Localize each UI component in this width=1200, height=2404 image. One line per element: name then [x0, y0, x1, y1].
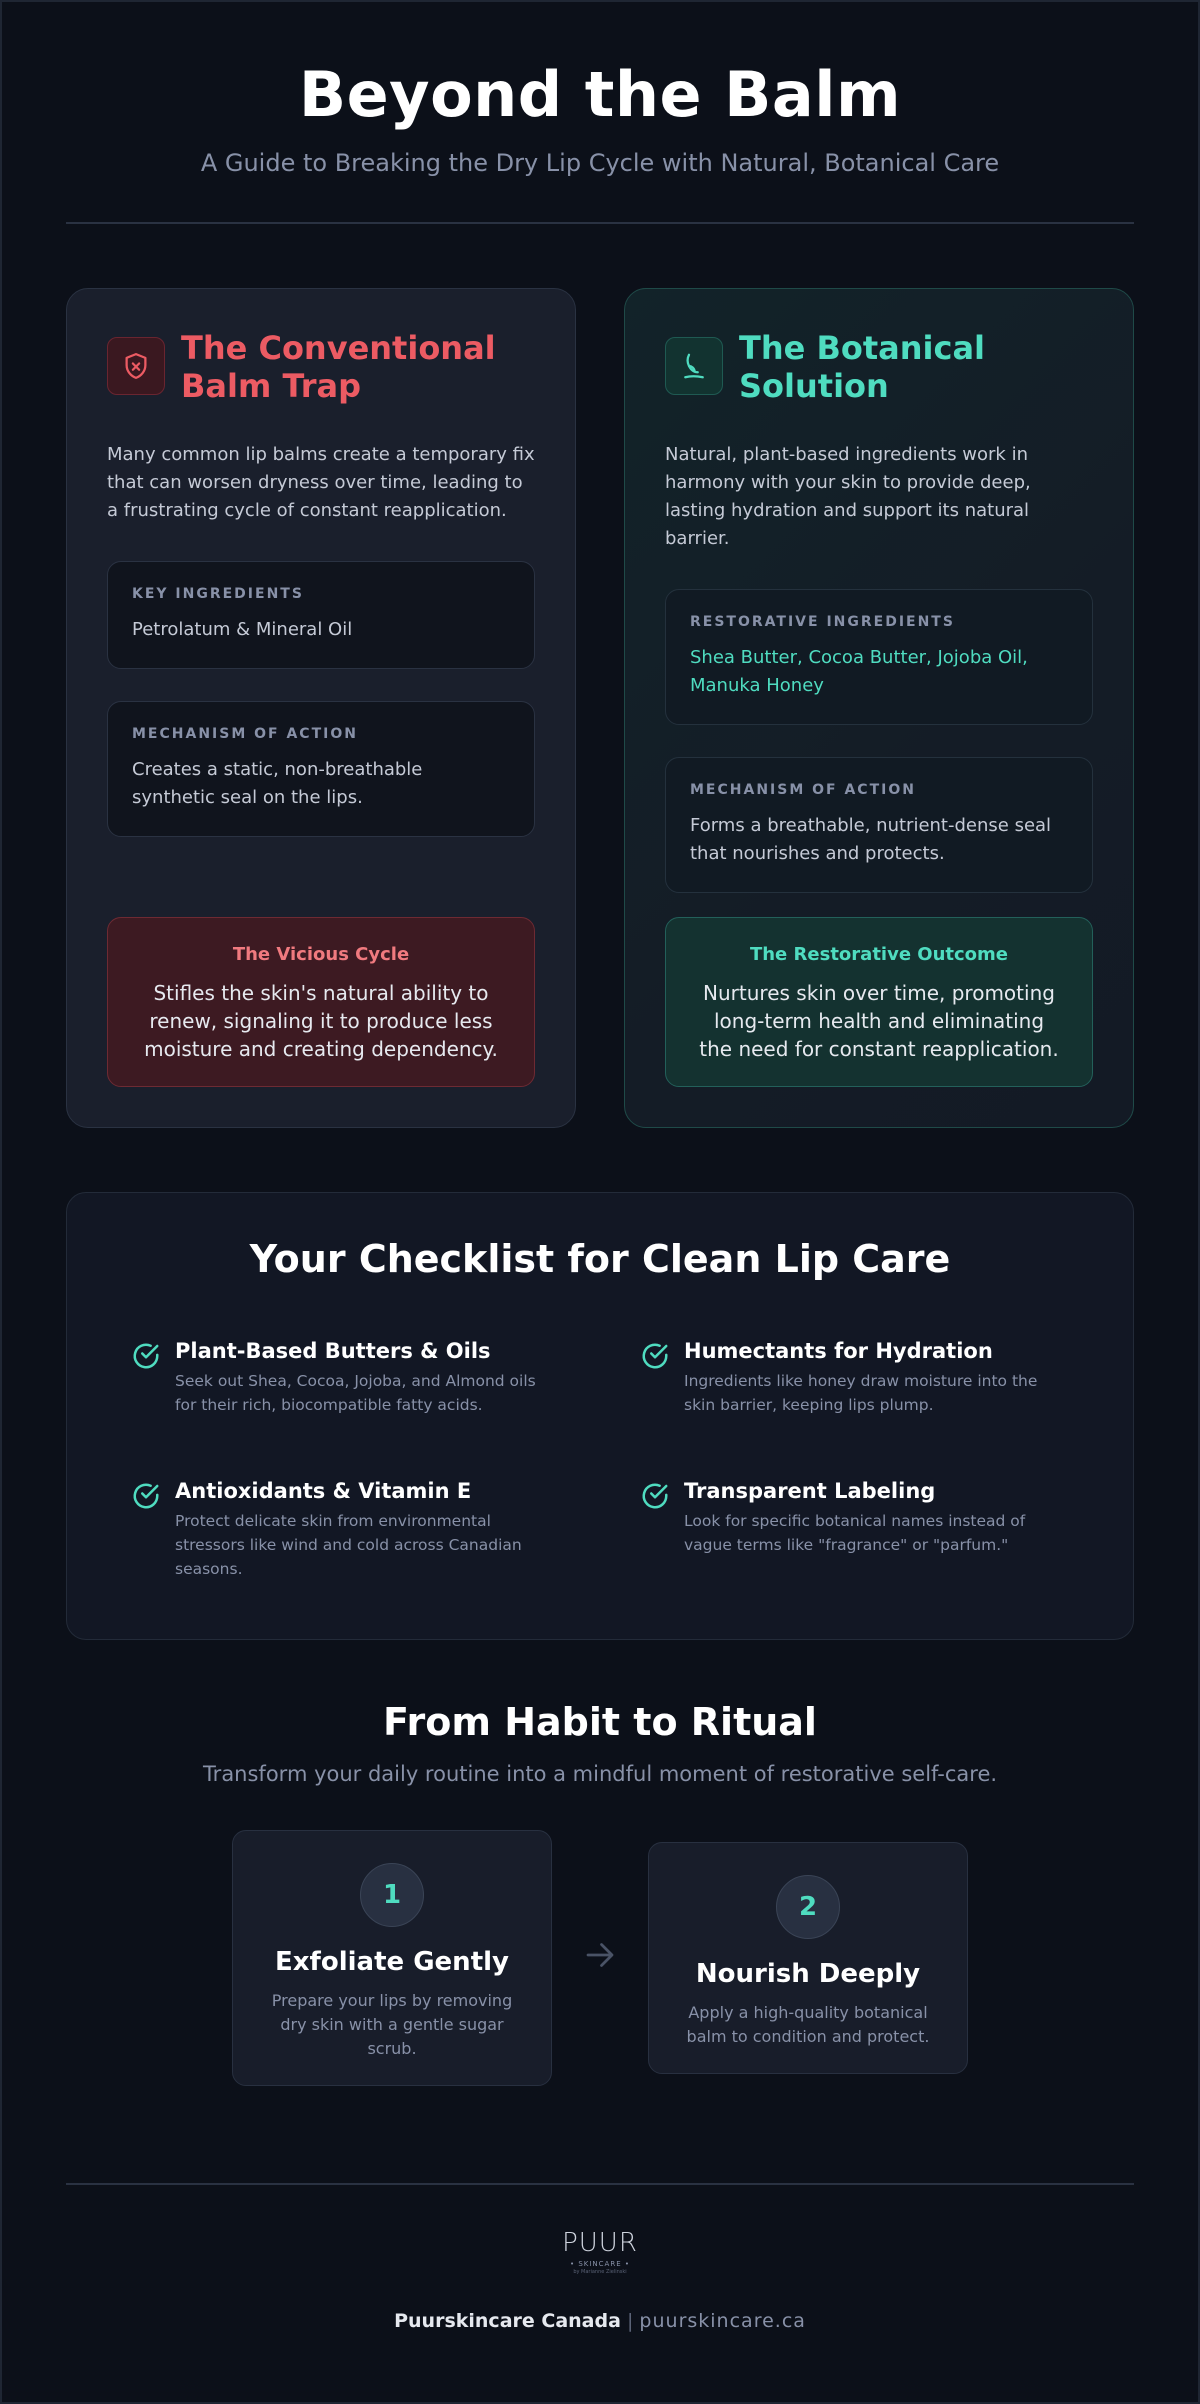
check-circle-icon	[131, 1481, 161, 1511]
checklist-item-desc: Look for specific botanical names instead of vague terms like "fragrance" or "parfum."	[684, 1512, 1026, 1554]
check-circle-icon	[640, 1481, 670, 1511]
botanical-card-description: Natural, plant-based ingredients work in harmony with your skin to provide deep, lasting hydration and support its natural barrier.	[665, 444, 1031, 549]
page-title: Beyond the Balm	[298, 58, 902, 131]
ritual-title: From Habit to Ritual	[383, 1700, 817, 1744]
ingredients-label: KEY INGREDIENTS	[132, 586, 304, 602]
step-card	[648, 1842, 968, 2074]
leaf-icon	[665, 337, 723, 395]
step-title: Exfoliate Gently	[275, 1947, 509, 1977]
botanical-card	[624, 288, 1134, 1128]
page-header	[0, 58, 1200, 177]
conventional-card-description: Many common lip balms create a temporary fix that can worsen dryness over time, leading to a frustrating cycle of constant reapplication.	[107, 444, 535, 521]
ingredients-text: Shea Butter, Cocoa Butter, Jojoba Oil, Manuka Honey	[690, 647, 1028, 696]
check-circle-icon	[131, 1341, 161, 1371]
checklist-title: Your Checklist for Clean Lip Care	[249, 1237, 951, 1281]
conventional-ingredients-box	[107, 561, 535, 669]
footer	[0, 2310, 1200, 2332]
conventional-card-title: The Conventional Balm Trap	[181, 329, 496, 405]
shield-x-icon	[107, 337, 165, 395]
step-desc: Apply a high-quality botanical balm to condition and protect.	[686, 2003, 930, 2046]
outcome-title: The Vicious Cycle	[232, 944, 410, 965]
brand-logo	[560, 2228, 640, 2275]
conventional-card	[66, 288, 576, 1128]
footer-separator: |	[626, 2310, 634, 2332]
footer-divider	[66, 2183, 1134, 2185]
checklist-item-title: Plant-Based Butters & Oils	[175, 1339, 491, 1363]
logo-wordmark: PUUR	[562, 2228, 638, 2258]
conventional-mechanism-box	[107, 701, 535, 837]
mechanism-text: Creates a static, non-breathable synthetic seal on the lips.	[132, 759, 423, 808]
conventional-card-header	[107, 329, 535, 405]
check-circle-icon	[640, 1341, 670, 1371]
step-card	[232, 1830, 552, 2086]
botanical-mechanism-box	[665, 757, 1093, 893]
outcome-title: The Restorative Outcome	[749, 944, 1009, 965]
ritual-subtitle: Transform your daily routine into a mindful moment of restorative self-care.	[202, 1762, 998, 1786]
checklist-item	[640, 1339, 1060, 1417]
step-title: Nourish Deeply	[695, 1959, 921, 1989]
outcome-text: Nurtures skin over time, promoting long-term health and eliminating the need for constant reapplication.	[699, 981, 1059, 1061]
arrow-right-icon	[582, 1937, 618, 1977]
ingredients-text: Petrolatum & Mineral Oil	[132, 619, 353, 640]
checklist-item-desc: Ingredients like honey draw moisture into the skin barrier, keeping lips plump.	[684, 1372, 1038, 1414]
checklist-item	[131, 1339, 551, 1417]
step-desc: Prepare your lips by removing dry skin with a gentle sugar scrub.	[271, 1991, 513, 2058]
checklist-item-title: Transparent Labeling	[684, 1479, 936, 1503]
checklist-item	[131, 1479, 551, 1581]
checklist-item-desc: Seek out Shea, Cocoa, Jojoba, and Almond oils for their rich, biocompatible fatty acids.	[175, 1372, 536, 1414]
checklist-section	[66, 1192, 1134, 1640]
page-subtitle: A Guide to Breaking the Dry Lip Cycle with Natural, Botanical Care	[200, 149, 1000, 177]
checklist-item-title: Antioxidants & Vitamin E	[175, 1479, 472, 1503]
step-number: 1	[360, 1863, 424, 1927]
restorative-outcome-box	[665, 917, 1093, 1087]
logo-byline: by Marianne Zielinski	[573, 2269, 627, 2275]
botanical-card-title: The Botanical Solution	[739, 329, 985, 405]
mechanism-text: Forms a breathable, nutrient-dense seal that nourishes and protects.	[690, 815, 1052, 864]
step-number: 2	[776, 1875, 840, 1939]
footer-brand: Puurskincare Canada	[394, 2310, 621, 2332]
mechanism-label: MECHANISM OF ACTION	[132, 726, 358, 742]
botanical-ingredients-box	[665, 589, 1093, 725]
vicious-cycle-box	[107, 917, 535, 1087]
mechanism-label: MECHANISM OF ACTION	[690, 782, 916, 798]
botanical-card-header	[665, 329, 1093, 405]
ingredients-label: RESTORATIVE INGREDIENTS	[690, 614, 955, 630]
logo-tagline: • SKINCARE •	[569, 2260, 630, 2268]
checklist-item-desc: Protect delicate skin from environmental stressors like wind and cold across Canadian seasons.	[175, 1512, 522, 1578]
header-divider	[66, 222, 1134, 224]
checklist-item	[640, 1479, 1060, 1557]
checklist-item-title: Humectants for Hydration	[684, 1339, 993, 1363]
footer-url-link[interactable]: puurskincare.ca	[639, 2310, 806, 2332]
outcome-text: Stifles the skin's natural ability to renew, signaling it to produce less moisture and creating dependency.	[144, 981, 498, 1061]
